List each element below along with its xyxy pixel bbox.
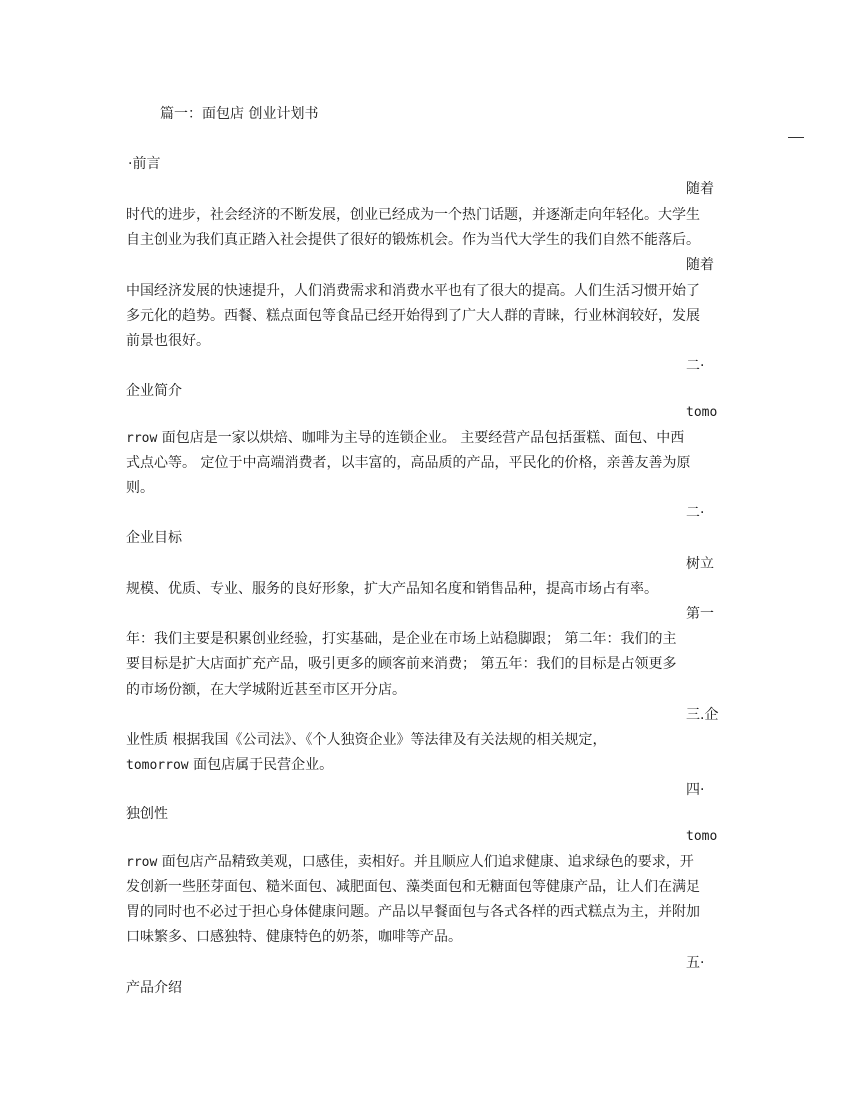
section-heading-company-goals: 企业目标 <box>126 530 182 546</box>
paragraph-lead: 随着 <box>686 181 714 197</box>
paragraph-line: 的市场份额，在大学城附近甚至市区开分店。 <box>126 682 406 698</box>
paragraph-line: 口味繁多、口感独特、健康特色的奶茶，咖啡等产品。 <box>126 929 462 945</box>
paragraph-line: 式点心等。 定位于中高端消费者，以丰富的，高品质的产品，平民化的价格，亲善友善为原 <box>126 455 691 471</box>
paragraph-line: 年：我们主要是积累创业经验，打实基础，是企业在市场上站稳脚跟； 第二年：我们的主 <box>126 631 677 647</box>
section-heading-company-intro: 企业简介 <box>126 383 182 399</box>
section-heading-product-intro: 产品介绍 <box>126 980 182 996</box>
paragraph-line <box>126 430 684 447</box>
section-heading-originality: 独创性 <box>126 806 168 822</box>
paragraph-line: 多元化的趋势。西餐、糕点面包等食品已经开始得到了广大人群的青睐，行业林润较好，发展 <box>126 308 700 324</box>
section-number: 二· <box>686 505 705 521</box>
paragraph-line: 则。 <box>126 480 154 496</box>
paragraph-lead: 随着 <box>686 257 714 273</box>
paragraph-text: 面包店属于民营企业。 <box>188 757 334 773</box>
brand-name-fragment: rrow <box>126 855 158 870</box>
paragraph-lead: tomo <box>686 405 718 420</box>
paragraph-lead: tomo <box>686 829 718 844</box>
paragraph-line: 中国经济发展的快速提升，人们消费需求和消费水平也有了很大的提高。人们生活习惯开始了 <box>126 283 700 299</box>
paragraph-text: 面包店是一家以烘焙、咖啡为主导的连锁企业。 主要经营产品包括蛋糕、面包、中西 <box>157 430 685 446</box>
paragraph-lead: 树立 <box>686 556 714 572</box>
paragraph-line <box>126 854 694 871</box>
paragraph-line: 规模、优质、专业、服务的良好形象，扩大产品知名度和销售品种，提高市场占有率。 <box>126 581 658 597</box>
paragraph-line: 业性质 根据我国《公司法》、《个人独资企业》等法律及有关法规的相关规定， <box>126 732 607 748</box>
paragraph-line: 要目标是扩大店面扩充产品，吸引更多的顾客前来消费； 第五年：我们的目标是占领更多 <box>126 656 677 672</box>
paragraph-line <box>126 757 333 774</box>
paragraph-lead: 第一 <box>686 606 714 622</box>
paragraph-line: 自主创业为我们真正踏入社会提供了很好的锻炼机会。作为当代大学生的我们自然不能落后。 <box>126 232 700 248</box>
paragraph-line: 胃的同时也不必过于担心身体健康问题。产品以早餐面包与各式各样的西式糕点为主，并附加 <box>126 904 700 920</box>
section-heading-preface: ·前言 <box>128 156 161 172</box>
paragraph-line: 时代的进步，社会经济的不断发展，创业已经成为一个热门话题，并逐渐走向年轻化。大学生 <box>126 207 700 223</box>
section-number: 二· <box>686 358 705 374</box>
paragraph-line: 前景也很好。 <box>126 333 210 349</box>
paragraph-text: 面包店产品精致美观，口感佳，卖相好。并且顺应人们追求健康、追求绿色的要求，开 <box>157 854 694 870</box>
section-number: 三.企 <box>686 707 719 723</box>
section-number: 四· <box>686 782 705 798</box>
brand-name-fragment: rrow <box>126 431 158 446</box>
brand-name: tomorrow <box>126 758 189 773</box>
section-number: 五· <box>686 955 705 971</box>
header-rule <box>788 137 804 138</box>
paragraph-line: 发创新一些胚芽面包、糙米面包、减肥面包、藻类面包和无糖面包等健康产品，让人们在满足 <box>126 879 700 895</box>
document-title: 篇一：面包店 创业计划书 <box>160 106 319 122</box>
